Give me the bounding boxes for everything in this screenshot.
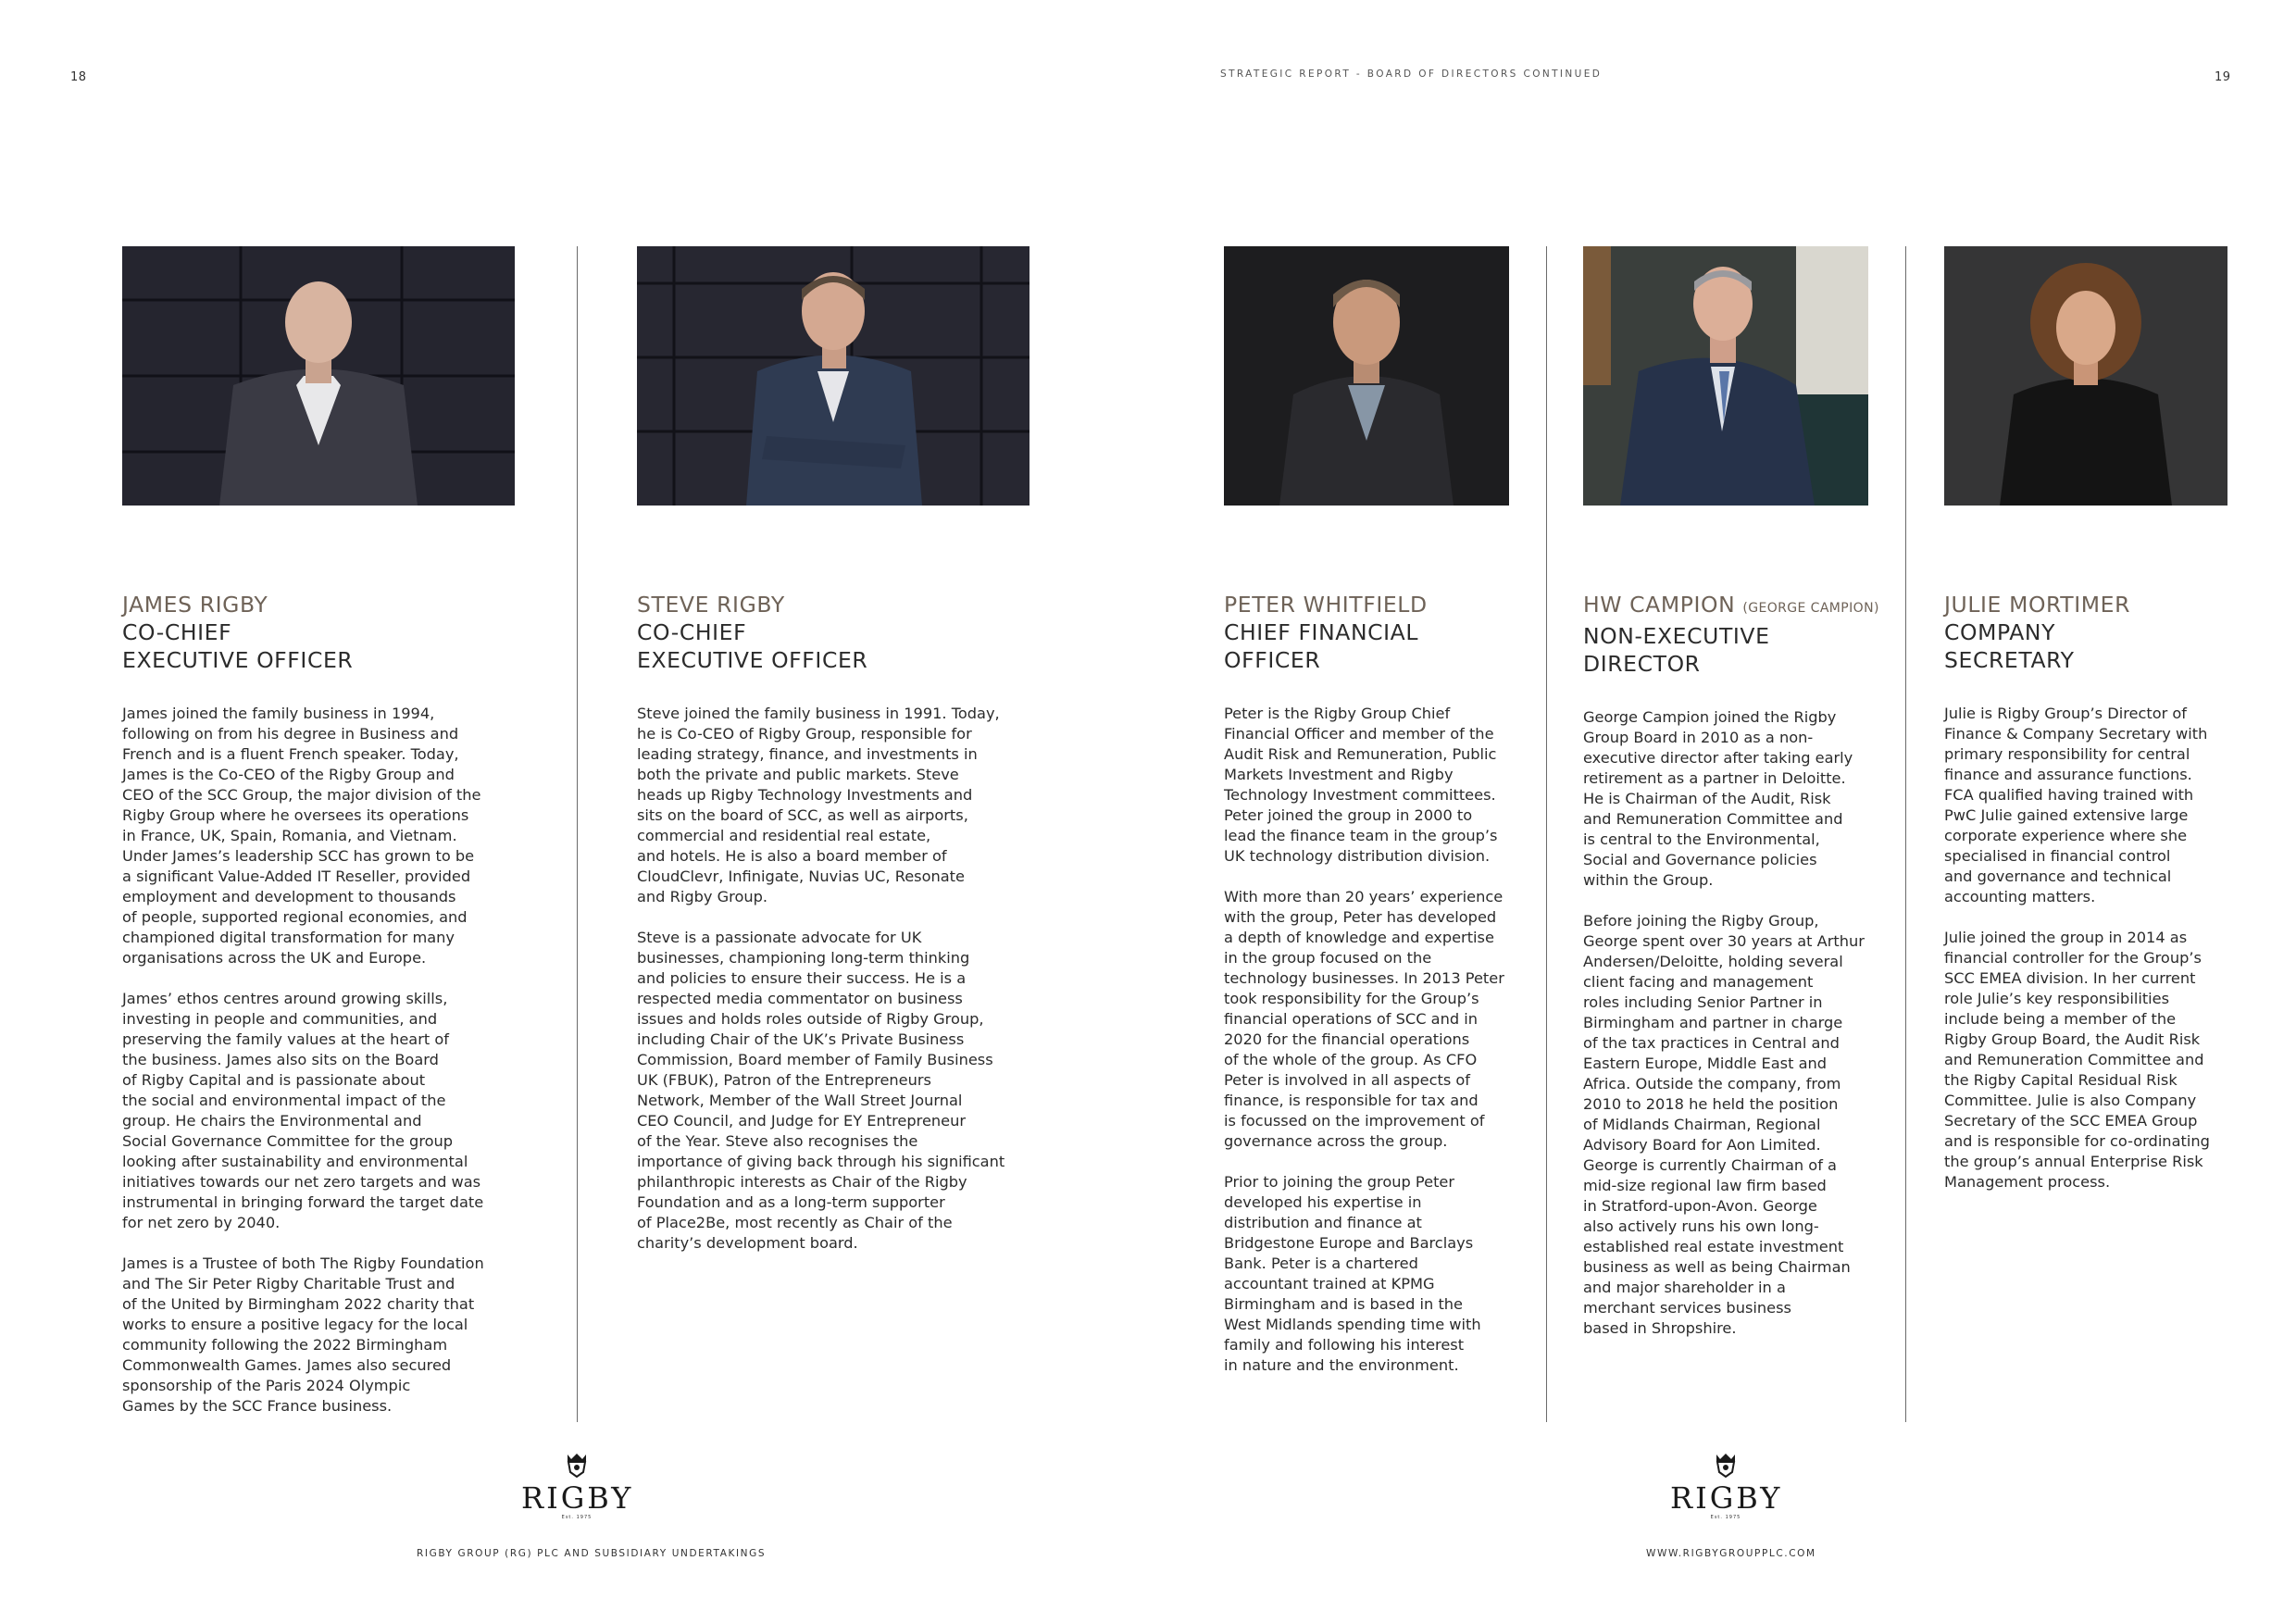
director-alias: (GEORGE CAMPION) — [1742, 601, 1879, 616]
bio-paragraph: Peter is the Rigby Group Chief Financial Officer and member of the Audit Risk and Remuneration, Public Markets Investment and Rigby Technology Investment committees. Peter joined the group in 2000 to lead the finance team in the group’s UK technology distribution division. — [1224, 705, 1498, 865]
director-name — [1583, 591, 1903, 622]
bio-paragraph: George Campion joined the Rigby Group Board in 2010 as a non- executive director after taking early retirement as a partner in Deloitte. He is Chairman of the Audit, Risk and Remuneration Committee and is central to the Environmental, Social and Governance policies within the Group. — [1583, 708, 1853, 889]
logo-established: Est. 1975 — [561, 1515, 593, 1520]
logo-wordmark: RIGBY — [1670, 1480, 1783, 1516]
director-name: JAMES RIGBY — [122, 592, 268, 618]
profile-james-rigby — [122, 591, 530, 1437]
logo-established: Est. 1975 — [1710, 1515, 1741, 1520]
director-role: CO-CHIEF EXECUTIVE OFFICER — [637, 619, 868, 673]
bio-paragraph: James joined the family business in 1994, following on from his degree in Business and French and is a fluent French speaker. Today, James is the Co-CEO of the Rigby Group and CEO of the SCC Group, the major division of the Rigby Group where he oversees its operations in France, UK, Spain, Romania, and Vietnam. Under James’s leadership SCC has grown to be a significant Value-Added IT Reseller, provided employment and development to thousands of people, supported regional economies, and championed digital transformation for many organisations across the UK and Europe. — [122, 705, 481, 967]
footer-company-name: RIGBY GROUP (RG) PLC AND SUBSIDIARY UNDERTAKINGS — [417, 1548, 767, 1559]
bio-paragraph: Steve is a passionate advocate for UK businesses, championing long-term thinking and policies to ensure their success. He is a respected media commentator on business issues and holds roles outside of Rigby Group, including Chair of the UK’s Private Business Commission, Board member of Family Business UK (FBUK), Patron of the Entrepreneurs Network, Member of the Wall Street Journal CEO Council, and Judge for EY Entrepreneur of the Year. Steve also recognises the importance of giving back through his significant philanthropic interests as Chair of the Rigby Foundation and as a long-term supporter of Place2Be, most recently as Chair of the charity’s development board. — [637, 929, 1005, 1252]
profile-julie-mortimer — [1944, 591, 2264, 1213]
portrait-julie-mortimer — [1944, 246, 2227, 506]
director-bio — [1583, 707, 1903, 1339]
director-role: CHIEF FINANCIAL OFFICER — [1224, 619, 1419, 673]
rigby-logo — [521, 1452, 632, 1520]
director-role: CO-CHIEF EXECUTIVE OFFICER — [122, 619, 354, 673]
portrait-hw-campion — [1583, 246, 1868, 506]
director-name-text: HW CAMPION — [1583, 592, 1736, 618]
director-bio — [122, 704, 530, 1417]
column-divider — [1905, 246, 1906, 1422]
page-number-right: 19 — [2215, 70, 2231, 84]
rigby-logo — [1670, 1452, 1781, 1520]
bio-paragraph: Julie joined the group in 2014 as financial controller for the Group’s SCC EMEA division. In her current role Julie’s key responsibilities include being a member of the Rigby Group Board, the Audit Risk and Remuneration Committee and the Rigby Capital Residual Risk Committee. Julie is also Company Secretary of the SCC EMEA Group and is responsible for co-ordinating the group’s annual Enterprise Risk Management process. — [1944, 929, 2210, 1191]
director-name: STEVE RIGBY — [637, 592, 785, 618]
footer-website: WWW.RIGBYGROUPPLC.COM — [1646, 1548, 1816, 1559]
director-name: JULIE MORTIMER — [1944, 592, 2131, 618]
bio-paragraph: James is a Trustee of both The Rigby Foundation and The Sir Peter Rigby Charitable Trust and of the United by Birmingham 2022 charity that works to ensure a positive legacy for the local community following the 2022 Birmingham Commonwealth Games. James also secured sponsorship of the Paris 2024 Olympic Games by the SCC France business. — [122, 1255, 484, 1415]
bio-paragraph: Prior to joining the group Peter developed his expertise in distribution and finance at Bridgestone Europe and Barclays Bank. Peter is a chartered accountant trained at KPMG Birmingham and is based in the West Midlands spending time with family and following his interest in nature and the environment. — [1224, 1173, 1481, 1374]
director-role: COMPANY SECRETARY — [1944, 619, 2075, 673]
director-name: PETER WHITFIELD — [1224, 592, 1428, 618]
logo-wordmark: RIGBY — [521, 1480, 634, 1516]
bio-paragraph: Before joining the Rigby Group, George spent over 30 years at Arthur Andersen/Deloitte, holding several client facing and management roles including Senior Partner in Birmingham and partner in charge of the tax practices in Central and Eastern Europe, Middle East and Africa. Outside the company, from 2010 to 2018 he held the position of Midlands Chairman, Regional Advisory Board for Aon Limited. George is currently Chairman of a mid-size regional law firm based in Stratford-upon-Avon. George also actively runs his own long- established real estate investment business as well as being Chairman and major shareholder in a merchant services business based in Shropshire. — [1583, 912, 1865, 1337]
bio-paragraph: Julie is Rigby Group’s Director of Finance & Company Secretary with primary responsibility for central finance and assurance functions. FCA qualified having trained with PwC Julie gained extensive large corporate experience where she specialised in financial control and governance and technical accounting matters. — [1944, 705, 2208, 905]
column-divider — [577, 246, 578, 1422]
crest-icon — [563, 1452, 591, 1478]
portrait-peter-whitfield — [1224, 246, 1509, 506]
running-head: STRATEGIC REPORT - BOARD OF DIRECTORS CONTINUED — [1220, 69, 1603, 80]
portrait-steve-rigby — [637, 246, 1029, 506]
profile-hw-campion — [1583, 591, 1903, 1359]
bio-paragraph: With more than 20 years’ experience with the group, Peter has developed a depth of knowledge and expertise in the group focused on the technology businesses. In 2013 Peter took responsibility for the Group’s financial operations of SCC and in 2020 for the financial operations of the whole of the group. As CFO Peter is involved in all aspects of finance, is responsible for tax and is focussed on the improvement of governance across the group. — [1224, 888, 1504, 1150]
director-bio — [1944, 704, 2264, 1192]
director-role: NON-EXECUTIVE DIRECTOR — [1583, 623, 1770, 677]
crest-icon — [1712, 1452, 1740, 1478]
bio-paragraph: Steve joined the family business in 1991. Today, he is Co-CEO of Rigby Group, responsible for leading strategy, finance, and investments in both the private and public markets. Steve heads up Rigby Technology Investments and sits on the board of SCC, as well as airports, commercial and residential real estate, and hotels. He is also a board member of CloudClevr, Infinigate, Nuvias UC, Resonate and Rigby Group. — [637, 705, 1000, 905]
profile-steve-rigby — [637, 591, 1044, 1274]
director-bio — [637, 704, 1044, 1254]
profile-peter-whitfield — [1224, 591, 1539, 1396]
director-bio — [1224, 704, 1539, 1376]
portrait-james-rigby — [122, 246, 515, 506]
column-divider — [1546, 246, 1547, 1422]
page-number-left: 18 — [70, 70, 87, 84]
bio-paragraph: James’ ethos centres around growing skills, investing in people and communities, and preserving the family values at the heart of the business. James also sits on the Board of Rigby Capital and is passionate about the social and environmental impact of the group. He chairs the Environmental and Social Governance Committee for the group looking after sustainability and environmental initiatives towards our net zero targets and was instrumental in bringing forward the target date for net zero by 2040. — [122, 990, 484, 1231]
